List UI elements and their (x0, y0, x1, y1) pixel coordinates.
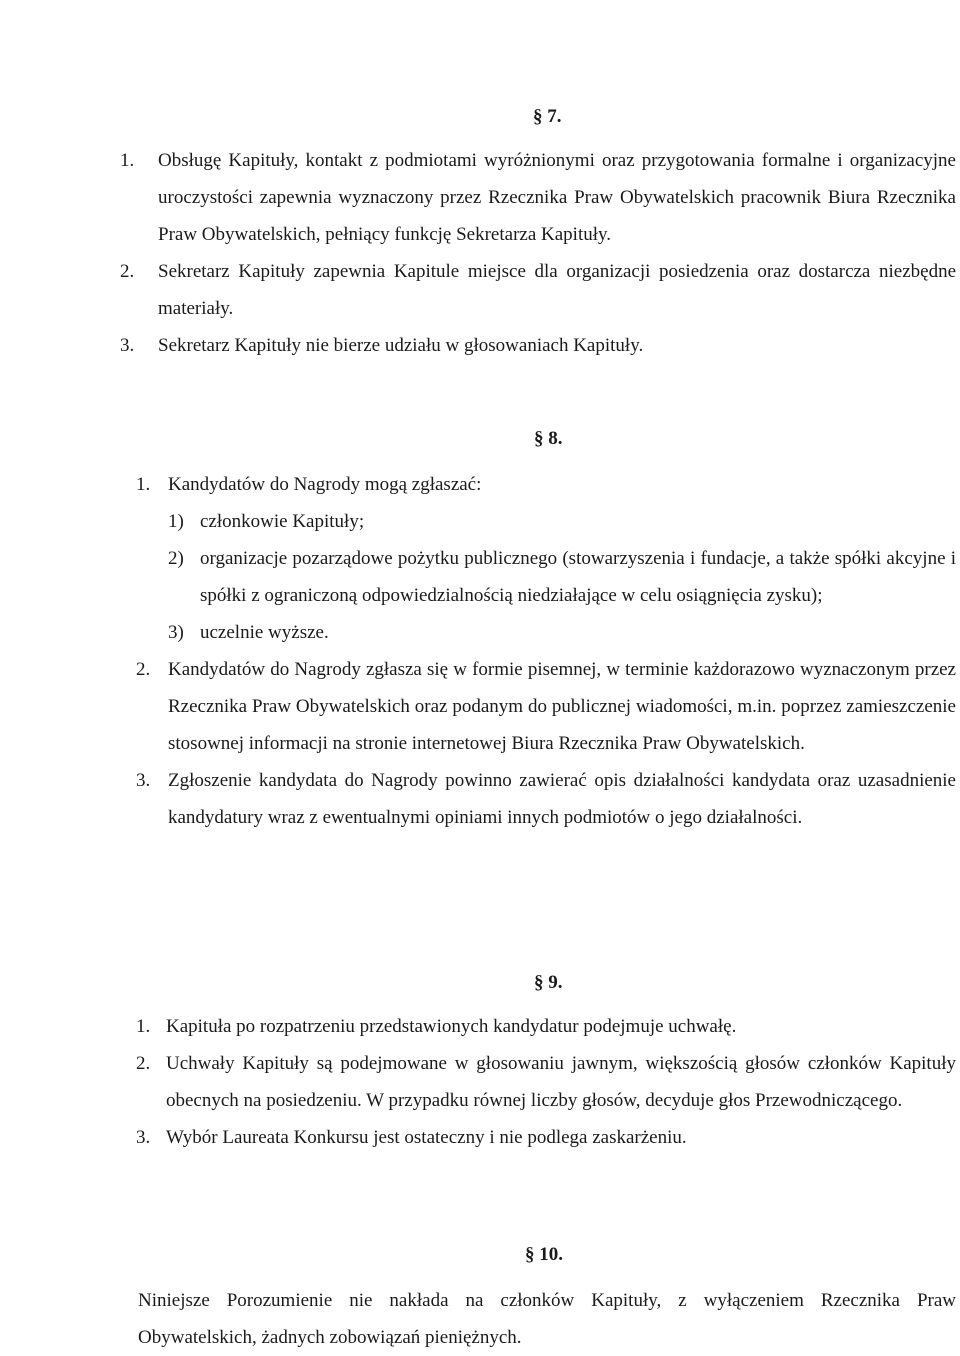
s8-item-1 (136, 466, 956, 503)
s8-item-2-number: 2. (136, 659, 151, 680)
s8-subitem-1-number: 1) (168, 511, 184, 532)
s7-item-1-text: Obsługę Kapituły, kontakt z podmiotami wyróżnionymi oraz przygotowania formalne i organizacyjne uroczystości zapewnia wyznaczony przez Rzecznika Praw Obywatelskich pracownik Biura Rzecznika Praw Obywatelskich, pełniący funkcję Sekretarza Kapituły. (158, 150, 956, 245)
s8-subitem-3 (168, 614, 956, 651)
s7-item-1 (120, 142, 956, 253)
s8-item-3-text: Zgłoszenie kandydata do Nagrody powinno zawierać opis działalności kandydata oraz uzasadnienie kandydatury wraz z ewentualnymi opiniami innych podmiotów o jego działalności. (168, 770, 956, 828)
s7-item-1-number: 1. (120, 150, 135, 171)
s9-item-2-number: 2. (136, 1053, 151, 1074)
s8-item-3 (136, 762, 956, 836)
section-7-heading: § 7. (533, 106, 562, 127)
s9-item-2 (136, 1045, 956, 1119)
s8-subitem-3-number: 3) (168, 622, 184, 643)
s7-item-2-text: Sekretarz Kapituły zapewnia Kapitule miejsce dla organizacji posiedzenia oraz dostarcza niezbędne materiały. (158, 261, 956, 319)
s9-item-3 (136, 1119, 956, 1156)
s8-item-3-number: 3. (136, 770, 151, 791)
s8-subitem-2-number: 2) (168, 548, 184, 569)
s9-item-1 (136, 1008, 956, 1045)
s8-subitem-2-text: organizacje pozarządowe pożytku publicznego (stowarzyszenia i fundacje, a także spółki akcyjne i spółki z ograniczoną odpowiedzialnością niedziałające w celu osiągnięcia zysku); (200, 548, 956, 606)
s9-item-3-text: Wybór Laureata Konkursu jest ostateczny i nie podlega zaskarżeniu. (166, 1127, 687, 1148)
section-9-heading: § 9. (534, 972, 563, 993)
section-10-heading: § 10. (525, 1244, 563, 1265)
s8-item-1-text: Kandydatów do Nagrody mogą zgłaszać: (168, 474, 482, 495)
s8-subitem-1-text: członkowie Kapituły; (200, 511, 365, 532)
s10-text: Niniejsze Porozumienie nie nakłada na członków Kapituły, z wyłączeniem Rzecznika Praw Obywatelskich, żadnych zobowiązań pieniężnych. (138, 1290, 956, 1348)
s9-item-2-text: Uchwały Kapituły są podejmowane w głosowaniu jawnym, większością głosów członków Kapituły obecnych na posiedzeniu. W przypadku równej liczby głosów, decyduje głos Przewodniczącego. (166, 1053, 956, 1111)
s8-item-2-text: Kandydatów do Nagrody zgłasza się w formie pisemnej, w terminie każdorazowo wyznaczonym przez Rzecznika Praw Obywatelskich oraz podanym do publicznej wiadomości, m.in. poprzez zamieszczenie stosownej informacji na stronie internetowej Biura Rzecznika Praw Obywatelskich. (168, 659, 956, 754)
s7-item-3 (120, 327, 956, 364)
section-9-paragraphs (136, 1008, 956, 1156)
s8-subitem-1 (168, 503, 956, 540)
s7-item-2 (120, 253, 956, 327)
s9-item-1-text: Kapituła po rozpatrzeniu przedstawionych kandydatur podejmuje uchwałę. (166, 1016, 737, 1037)
s7-item-2-number: 2. (120, 261, 135, 282)
s8-subitem-3-text: uczelnie wyższe. (200, 622, 329, 643)
s8-item-1-number: 1. (136, 474, 151, 495)
s7-item-3-text: Sekretarz Kapituły nie bierze udziału w głosowaniach Kapituły. (158, 335, 644, 356)
section-7-paragraphs (120, 142, 956, 364)
s9-item-3-number: 3. (136, 1127, 151, 1148)
s7-item-3-number: 3. (120, 335, 135, 356)
section-8-paragraphs (136, 466, 956, 836)
s8-subitem-2 (168, 540, 956, 614)
section-10-paragraph (138, 1282, 956, 1356)
s8-item-2 (136, 651, 956, 762)
section-8-heading: § 8. (534, 428, 563, 449)
s9-item-1-number: 1. (136, 1016, 151, 1037)
